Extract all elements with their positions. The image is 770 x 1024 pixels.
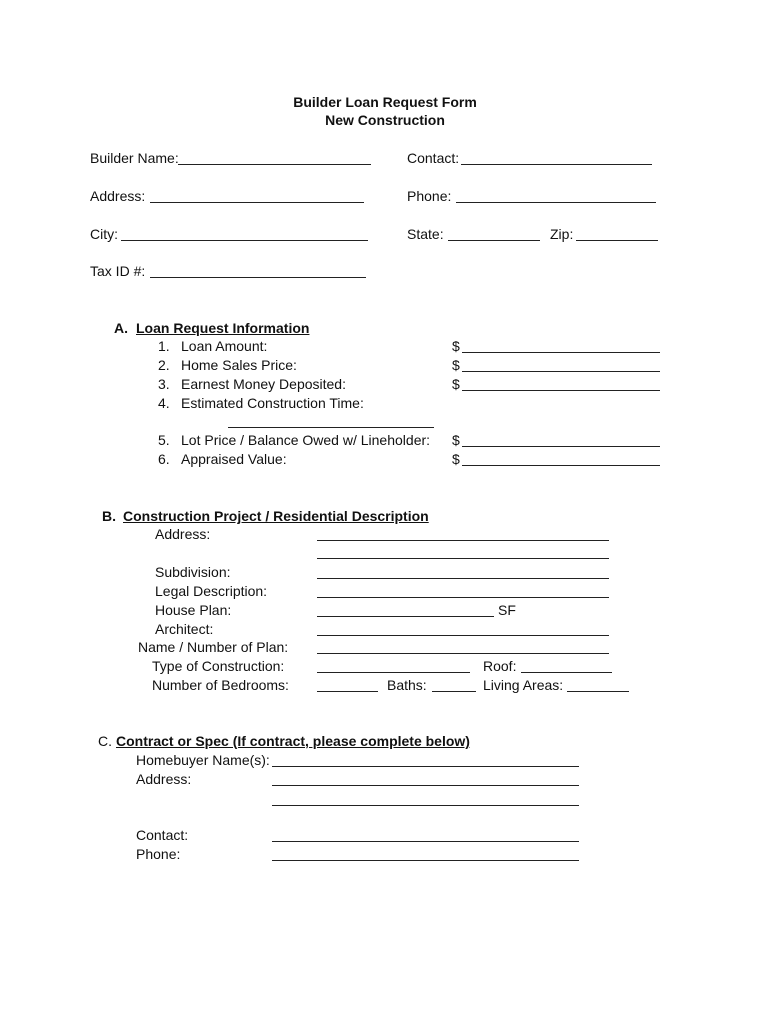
homebuyer-phone-field[interactable] — [272, 860, 579, 861]
sf-unit: SF — [498, 602, 516, 618]
home-sales-price-label: Home Sales Price: — [181, 357, 297, 373]
home-sales-price-field[interactable] — [462, 371, 660, 372]
city-label: City: — [90, 226, 118, 242]
section-a-letter: A. — [114, 320, 128, 336]
currency-sign: $ — [452, 357, 460, 373]
builder-name-field[interactable] — [178, 164, 371, 165]
city-field[interactable] — [121, 240, 368, 241]
contact-label: Contact: — [407, 150, 460, 166]
phone-label: Phone: — [407, 188, 452, 204]
living-areas-field[interactable] — [567, 691, 629, 692]
loan-amount-label: Loan Amount: — [181, 338, 268, 354]
construction-type-label: Type of Construction: — [152, 658, 285, 674]
item-number: 2. — [158, 357, 170, 373]
subdivision-field[interactable] — [317, 578, 609, 579]
earnest-money-label: Earnest Money Deposited: — [181, 376, 346, 392]
tax-id-field[interactable] — [150, 277, 366, 278]
section-b-heading: Construction Project / Residential Description — [123, 508, 429, 524]
architect-field[interactable] — [317, 635, 609, 636]
bedrooms-field[interactable] — [317, 691, 378, 692]
item-number: 4. — [158, 395, 170, 411]
earnest-money-field[interactable] — [462, 390, 660, 391]
state-field[interactable] — [448, 240, 540, 241]
section-b-letter: B. — [102, 508, 116, 524]
roof-label: Roof: — [483, 658, 517, 674]
living-areas-label: Living Areas: — [483, 677, 564, 693]
section-c-heading: Contract or Spec (If contract, please complete below) — [116, 733, 470, 749]
bedrooms-label: Number of Bedrooms: — [152, 677, 289, 693]
construction-time-label: Estimated Construction Time: — [181, 395, 364, 411]
baths-label: Baths: — [387, 677, 427, 693]
roof-field[interactable] — [521, 672, 612, 673]
project-address-field-2[interactable] — [317, 558, 609, 559]
subdivision-label: Subdivision: — [155, 564, 231, 580]
loan-amount-field[interactable] — [462, 352, 660, 353]
construction-type-field[interactable] — [317, 672, 470, 673]
appraised-value-label: Appraised Value: — [181, 451, 287, 467]
contact-field[interactable] — [461, 164, 652, 165]
item-number: 5. — [158, 432, 170, 448]
lot-price-field[interactable] — [462, 446, 660, 447]
project-address-field[interactable] — [317, 540, 609, 541]
lot-price-label: Lot Price / Balance Owed w/ Lineholder: — [181, 432, 431, 448]
homebuyer-address-label: Address: — [136, 771, 192, 787]
appraised-value-field[interactable] — [462, 465, 660, 466]
item-number: 3. — [158, 376, 170, 392]
homebuyer-name-field[interactable] — [272, 766, 579, 767]
homebuyer-contact-label: Contact: — [136, 827, 189, 843]
legal-description-field[interactable] — [317, 597, 609, 598]
legal-description-label: Legal Description: — [155, 583, 268, 599]
zip-field[interactable] — [576, 240, 658, 241]
homebuyer-address-field-2[interactable] — [272, 805, 579, 806]
builder-name-label: Builder Name: — [90, 150, 179, 166]
form-title: Builder Loan Request Form — [293, 94, 477, 110]
homebuyer-address-field[interactable] — [272, 785, 579, 786]
currency-sign: $ — [452, 451, 460, 467]
currency-sign: $ — [452, 338, 460, 354]
architect-label: Architect: — [155, 621, 214, 637]
currency-sign: $ — [452, 432, 460, 448]
construction-time-field[interactable] — [228, 427, 434, 428]
section-c-letter: C. — [98, 733, 112, 749]
currency-sign: $ — [452, 376, 460, 392]
address-label: Address: — [90, 188, 146, 204]
form-subtitle: New Construction — [325, 112, 445, 128]
homebuyer-phone-label: Phone: — [136, 846, 181, 862]
zip-label: Zip: — [550, 226, 574, 242]
baths-field[interactable] — [432, 691, 476, 692]
address-field[interactable] — [150, 202, 364, 203]
tax-id-label: Tax ID #: — [90, 263, 146, 279]
homebuyer-name-label: Homebuyer Name(s): — [136, 752, 270, 768]
phone-field[interactable] — [456, 202, 656, 203]
section-a-heading: Loan Request Information — [136, 320, 310, 336]
state-label: State: — [407, 226, 444, 242]
homebuyer-contact-field[interactable] — [272, 841, 579, 842]
house-plan-label: House Plan: — [155, 602, 232, 618]
item-number: 6. — [158, 451, 170, 467]
item-number: 1. — [158, 338, 170, 354]
plan-name-field[interactable] — [317, 653, 609, 654]
plan-name-label: Name / Number of Plan: — [138, 639, 289, 655]
project-address-label: Address: — [155, 526, 211, 542]
house-plan-field[interactable] — [317, 616, 494, 617]
